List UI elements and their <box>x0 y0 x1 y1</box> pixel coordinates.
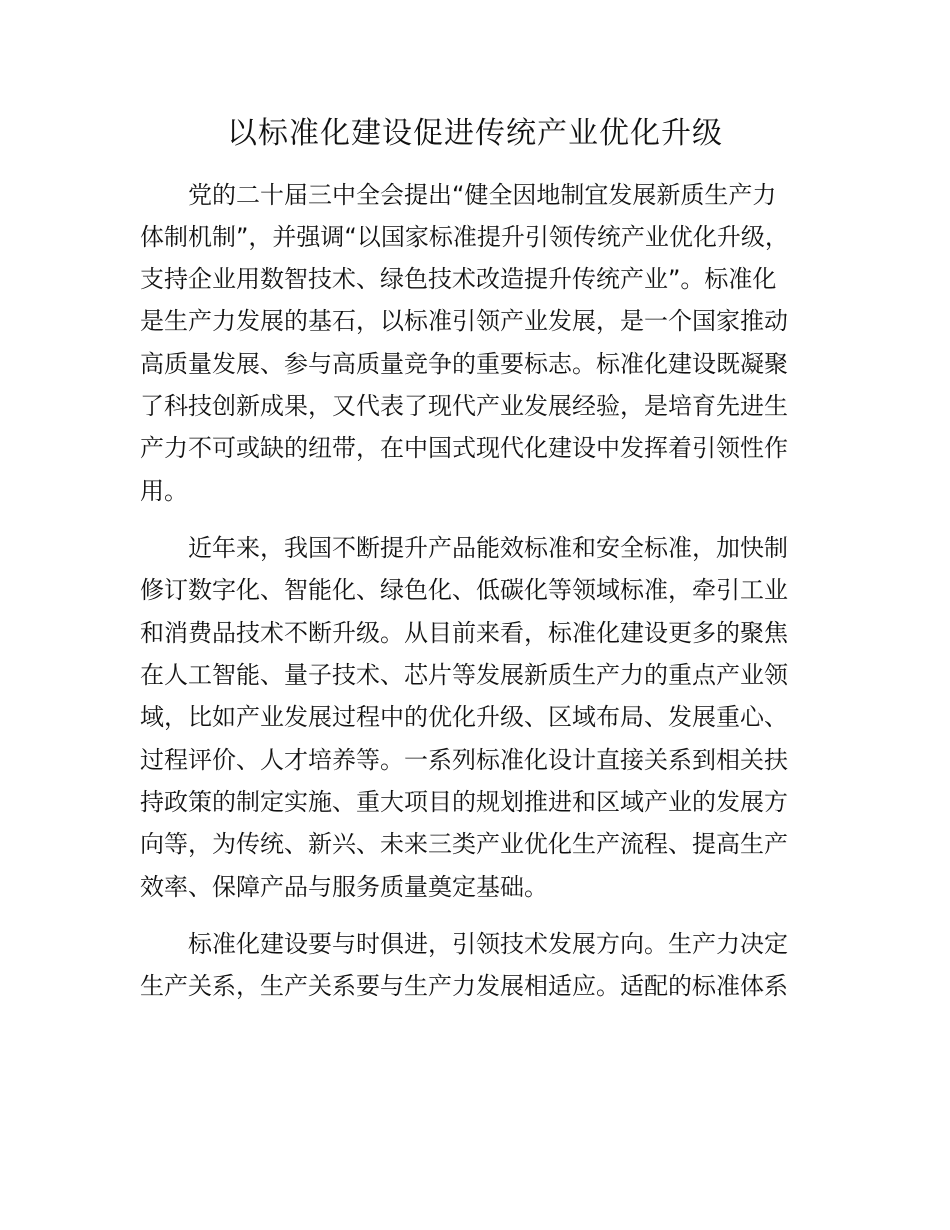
paragraph-line: 效率、保障产品与服务质量奠定基础。 <box>140 873 548 901</box>
paragraph-line: 域，比如产业发展过程中的优化升级、区域布局、发展重心、 <box>140 703 788 731</box>
paragraph-line: 产力不可或缺的纽带，在中国式现代化建设中发挥着引领性作 <box>140 434 788 462</box>
paragraph-line: 向等，为传统、新兴、未来三类产业优化生产流程、提高生产 <box>140 830 788 858</box>
paragraph-line: 标准化建设要与时俱进，引领技术发展方向。生产力决定 <box>188 930 788 958</box>
paragraph-line: 生产关系，生产关系要与生产力发展相适应。适配的标准体系 <box>140 972 788 1000</box>
paragraph-line: 在人工智能、量子技术、芯片等发展新质生产力的重点产业领 <box>140 661 788 689</box>
paragraph-line: 和消费品技术不断升级。从目前来看，标准化建设更多的聚焦 <box>140 619 788 647</box>
paragraph-line: 高质量发展、参与高质量竞争的重要标志。标准化建设既凝聚 <box>140 350 788 378</box>
paragraph-line: 修订数字化、智能化、绿色化、低碳化等领域标准，牵引工业 <box>140 576 788 604</box>
paragraph-line: 近年来，我国不断提升产品能效标准和安全标准，加快制 <box>188 534 788 562</box>
paragraph-line: 过程评价、人才培养等。一系列标准化设计直接关系到相关扶 <box>140 746 788 774</box>
paragraph-line: 体制机制”，并强调“以国家标准提升引领传统产业优化升级， <box>140 223 789 251</box>
paragraph-line: 党的二十届三中全会提出“健全因地制宜发展新质生产力 <box>188 181 777 209</box>
paragraph-line: 了科技创新成果，又代表了现代产业发展经验，是培育先进生 <box>140 392 788 420</box>
paragraph-line: 是生产力发展的基石，以标准引领产业发展，是一个国家推动 <box>140 307 788 335</box>
document-title: 以标准化建设促进传统产业优化升级 <box>227 116 723 151</box>
paragraph-line: 持政策的制定实施、重大项目的规划推进和区域产业的发展方 <box>140 788 788 816</box>
paragraph-line: 支持企业用数智技术、绿色技术改造提升传统产业”。标准化 <box>140 265 777 293</box>
paragraph-line: 用。 <box>140 477 188 505</box>
